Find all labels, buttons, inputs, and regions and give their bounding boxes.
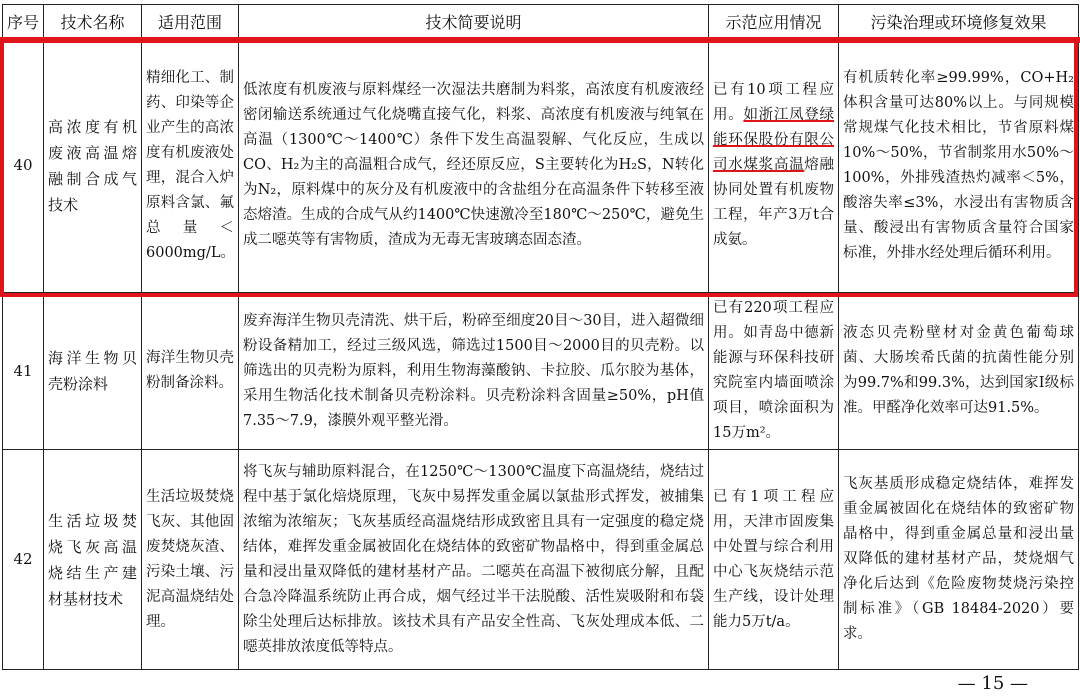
row-name: 生活垃圾焚烧飞灰高温烧结生产建材基材技术 — [44, 450, 142, 670]
header-name: 技术名称 — [44, 5, 142, 39]
table-row — [3, 450, 1079, 670]
row-demo: 已有220项工程应用。如青岛中德新能源与环保科技研究院室内墙面喷涂项目，喷涂面积为15万m²。 — [709, 293, 839, 450]
demo-text-highlight: 如浙江凤登绿能环保股份有限公司水煤浆高温 — [713, 107, 835, 173]
row-index: 42 — [3, 450, 44, 670]
row-desc: 废弃海洋生物贝壳清洗、烘干后，粉碎至细度20目～30目，进入超微细粉设备精加工，经过三级风选，筛选过1500目～2000目的贝壳粉。以筛选出的贝壳粉为原料，利用生物海藻酸钠、卡拉胶、瓜尔胶为基体，采用生物活化技术制备贝壳粉涂料。贝壳粉涂料含固量≥50%，pH值7.35～7.9，漆膜外观平整光滑。 — [239, 293, 709, 450]
technology-table — [2, 4, 1079, 670]
row-desc: 将飞灰与辅助原料混合，在1250℃～1300℃温度下高温烧结，烧结过程中基于氯化焙烧原理，飞灰中易挥发重金属以氯盐形式挥发，被捕集浓缩为浓缩灰；飞灰基质经高温烧结形成致密且具有一定强度的稳定烧结体，难挥发重金属被固化在烧结体的致密矿物晶格中，得到重金属总量和浸出量双降低的建材基材产品。二噁英在高温下被彻底分解，且配合急冷降温系统防止再合成，烟气经过半干法脱酸、活性炭吸附和布袋除尘处理后达标排放。该技术具有产品安全性高、飞灰处理成本低、二噁英排放浓度低等特点。 — [239, 450, 709, 670]
header-scope: 适用范围 — [142, 5, 239, 39]
row-name: 高浓度有机废液高温熔融制合成气技术 — [44, 39, 142, 293]
header-desc: 技术简要说明 — [239, 5, 709, 39]
row-index: 41 — [3, 293, 44, 450]
table-header-row — [3, 5, 1079, 39]
row-scope: 生活垃圾焚烧飞灰、其他固废焚烧灰渣、污染土壤、污泥高温烧结处理。 — [142, 450, 239, 670]
row-desc: 低浓度有机废液与原料煤经一次湿法共磨制为料浆，高浓度有机废液经密闭输送系统通过气化烧嘴直接气化，料浆、高浓度有机废液与纯氧在高温（1300℃～1400℃）条件下发生高温裂解、气化反应，生成以CO、H₂为主的高温粗合成气，经还原反应，S主要转化为H₂S，N转化为N₂，原料煤中的灰分及有机废液中的含盐组分在高温条件下转移至液态熔渣。生成的合成气从约1400℃快速激冷至180℃～250℃，避免生成二噁英等有害物质，渣成为无毒无害玻璃态固态渣。 — [239, 39, 709, 293]
header-index: 序号 — [3, 5, 44, 39]
row-effect: 飞灰基质形成稳定烧结体，难挥发重金属被固化在烧结体的致密矿物晶格中，得到重金属总量和浸出量双降低的建材基材产品，焚烧烟气净化后达到《危险废物焚烧污染控制标准》（GB 18484-2020）要求。 — [839, 450, 1079, 670]
row-scope: 精细化工、制药、印染等企业产生的高浓度有机废液处理，混合入炉原料含氯、氟总量＜6000mg/L。 — [142, 39, 239, 293]
row-effect: 液态贝壳粉壁材对金黄色葡萄球菌、大肠埃希氏菌的抗菌性能分别为99.7%和99.3%，达到国家I级标准。甲醛净化效率可达91.5%。 — [839, 293, 1079, 450]
table-row — [3, 39, 1079, 293]
row-effect: 有机质转化率≥99.99%，CO+H₂体积含量可达80%以上。与同规模常规煤气化技术相比，节省原料煤10%～50%，节省制浆用水50%～100%，外排残渣热灼减率＜5%，酸溶失率≤3%，水浸出有害物质含量、酸浸出有害物质含量符合国家标准，外排水经处理后循环利用。 — [839, 39, 1079, 293]
row-name: 海洋生物贝壳粉涂料 — [44, 293, 142, 450]
row-index: 40 — [3, 39, 44, 293]
header-effect: 污染治理或环境修复效果 — [839, 5, 1079, 39]
row-demo — [709, 39, 839, 293]
demo-text-post: 熔融协同处置有机废物工程，年产3万t合成氨。 — [713, 157, 835, 248]
table-row — [3, 293, 1079, 450]
page-number: — 15 — — [957, 673, 1028, 694]
row-scope: 海洋生物贝壳粉制备涂料。 — [142, 293, 239, 450]
header-demo: 示范应用情况 — [709, 5, 839, 39]
demo-text-pre: 已有10项工程应用。 — [713, 82, 834, 123]
row-demo: 已有1项工程应用，天津市固废集中处置与综合利用中心飞灰烧结示范生产线，设计处理能力5万t/a。 — [709, 450, 839, 670]
highlight-line — [0, 37, 1080, 43]
